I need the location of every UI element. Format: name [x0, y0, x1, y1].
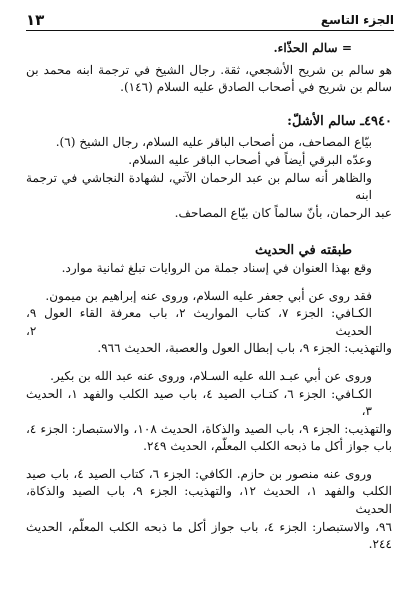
citation-line: باب جواز أكل ما ذبحه الكلب المعلّم، الحديث ٢٤٩.: [143, 439, 392, 454]
narration-line: وروى عن أبي عبـد الله عليه السـلام، وروى عنه عبد الله بن بكير.: [50, 368, 372, 383]
page-number: ١٣: [26, 11, 45, 29]
citation-line: الكلب والفهد ١، الحديث ١٢، والتهذيب: الجزء ٩، باب الصيد والذكاة، الحديث: [26, 484, 393, 517]
citation-line: والتهذيب: الجزء ٩، باب إبطال العول والعصبة، الحديث ٩٦٦.: [97, 341, 392, 356]
entry-paragraph: وعدّه البرقي أيضاً في أصحاب الباقر عليه السلام.: [128, 152, 372, 167]
citation-line: والتهذيب: الجزء ٩، باب الصيد والذكاة، الحديث ١٠٨، والاستبصار: الجزء ٤،: [26, 421, 392, 436]
entry-heading: ٤٩٤٠ـ سالم الأشلّ:: [287, 113, 392, 129]
citation-line: الكـافي: الجزء ٦، كتـاب الصيد ٤، باب صيد الكلب والفهد ١، الحديث ٣،: [26, 386, 372, 419]
narration-line: فقد روى عن أبي جعفر عليه السلام، وروى عنه إبراهيم بن ميمون.: [45, 288, 372, 303]
alias-line: هو سالم بن شريح الأشجعي، ثقة. رجال الشيخ في ترجمة ابنه محمد بن: [26, 62, 392, 77]
alias-heading: = سالم الحذّاء.: [273, 41, 352, 55]
entry-paragraph: والظاهر أنه سالم بن عبد الرحمان الآتي، لشهادة النجاشي في ترجمة ابنه: [26, 170, 372, 203]
entry-paragraph: بيّاع المصاحف، من أصحاب الباقر عليه السلام، رجال الشيخ (٦).: [55, 135, 372, 150]
page-body: [26, 40, 392, 554]
narration-line: وروى عنه منصور بن حازم. الكافي: الجزء ٦، كتاب الصيد ٤، باب صيد: [26, 466, 372, 481]
running-title: الجزء التاسع: [320, 13, 394, 27]
section-intro: وقع بهذا العنوان في إسناد جملة من الروايات تبلغ ثمانية موارد.: [61, 260, 372, 275]
section-heading: طبقته في الحديث: [254, 243, 352, 259]
citation-line: ٩٦، والاستبصار: الجزء ٤، باب جواز أكل ما ذبحه الكلب المعلّم، الحديث ٢٤٤.: [26, 519, 393, 552]
entry-paragraph-continuation: عبد الرحمان، بأنّ سالماً كان بيّاع المصاحف.: [174, 205, 392, 220]
citation-line: الكـافي: الجزء ٧، كتاب المواريث ٢، باب معرفة القاء العول ٩، الحديث ٢،: [26, 306, 373, 338]
alias-line: سالم بن شريح في أصحاب الصادق عليه السلام (١٤٦).: [120, 80, 392, 95]
page-header: [26, 10, 394, 31]
